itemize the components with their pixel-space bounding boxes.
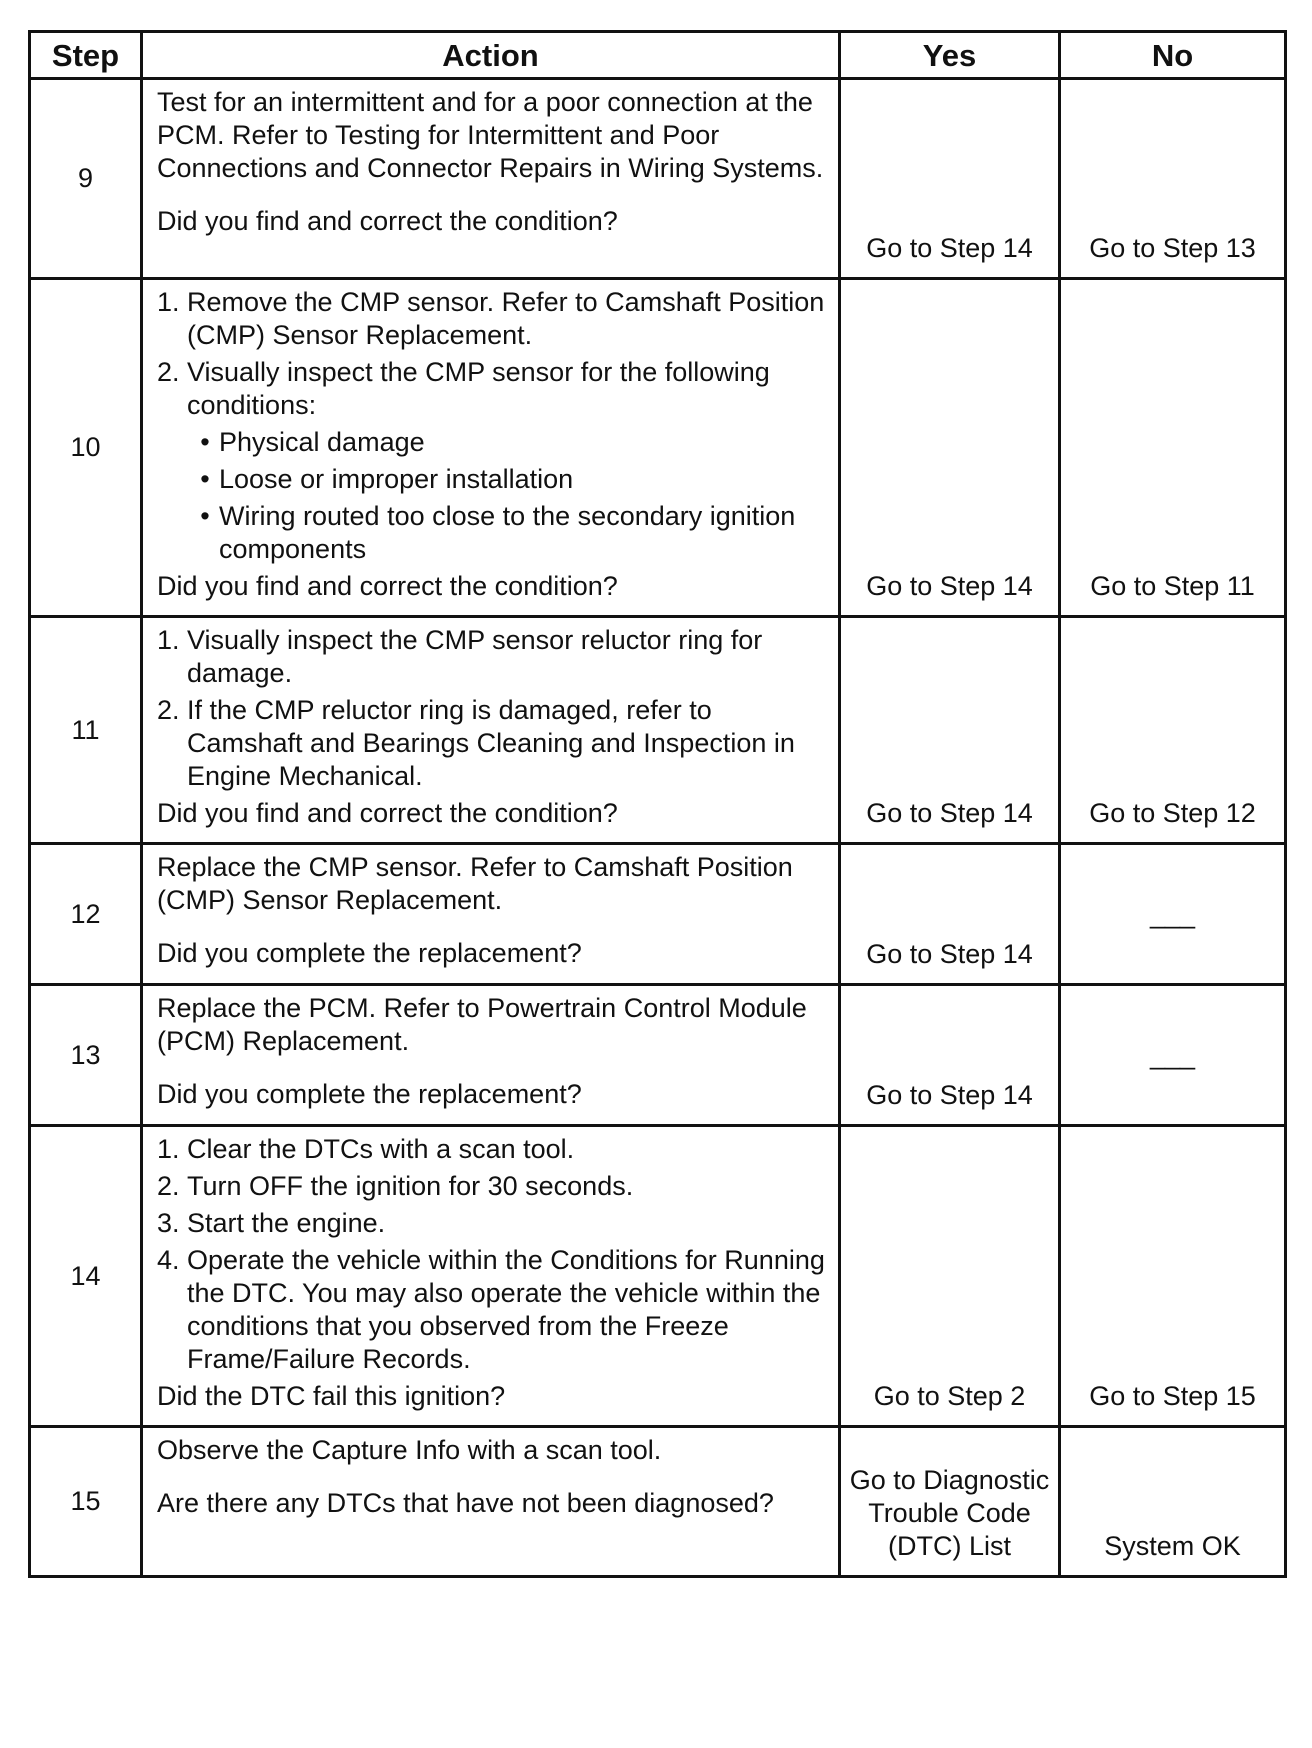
item-text: Turn OFF the ignition for 30 seconds. <box>187 1171 634 1201</box>
item-number: 1. <box>157 287 180 317</box>
action-question: Did you complete the replacement? <box>157 938 582 968</box>
no-cell: ___ <box>1060 985 1286 1126</box>
yes-cell: Go to Step 14 <box>840 617 1060 844</box>
table-row <box>30 985 1286 1126</box>
table-row <box>30 79 1286 279</box>
numbered-item <box>157 694 828 793</box>
action-cell <box>142 617 840 844</box>
header-yes: Yes <box>840 32 1060 79</box>
item-number: 2. <box>157 357 180 387</box>
action-text: Replace the PCM. Refer to Powertrain Control Module (PCM) Replacement. <box>157 993 807 1056</box>
step-number: 10 <box>30 279 142 617</box>
action-text: Replace the CMP sensor. Refer to Camshaft Position (CMP) Sensor Replacement. <box>157 852 793 915</box>
action-text: Test for an intermittent and for a poor connection at the PCM. Refer to Testing for Intermittent and Poor Connections and Connector Repairs in Wiring Systems. <box>157 87 824 183</box>
diagnostic-steps-table <box>28 30 1287 1578</box>
bullet-glyph: • <box>200 427 210 457</box>
table-body <box>30 79 1286 1577</box>
bullet-text: Physical damage <box>219 427 425 457</box>
action-question: Did the DTC fail this ignition? <box>157 1381 506 1411</box>
action-question: Are there any DTCs that have not been diagnosed? <box>157 1488 774 1518</box>
header-no: No <box>1060 32 1286 79</box>
numbered-item <box>157 1207 828 1240</box>
numbered-item <box>157 1133 828 1166</box>
action-cell <box>142 985 840 1126</box>
no-cell: Go to Step 15 <box>1060 1126 1286 1427</box>
no-cell: Go to Step 13 <box>1060 79 1286 279</box>
action-cell <box>142 79 840 279</box>
action-cell <box>142 279 840 617</box>
item-text: Clear the DTCs with a scan tool. <box>187 1134 575 1164</box>
item-number: 4. <box>157 1245 180 1275</box>
bullet-text: Loose or improper installation <box>219 464 574 494</box>
step-number: 11 <box>30 617 142 844</box>
table-row <box>30 844 1286 985</box>
bullet-item <box>157 426 828 459</box>
header-action: Action <box>142 32 840 79</box>
step-number: 9 <box>30 79 142 279</box>
step-number: 15 <box>30 1427 142 1577</box>
item-number: 2. <box>157 695 180 725</box>
item-text: Start the engine. <box>187 1208 386 1238</box>
yes-cell: Go to Step 2 <box>840 1126 1060 1427</box>
header-row <box>30 32 1286 79</box>
numbered-item <box>157 624 828 690</box>
item-number: 1. <box>157 1134 180 1164</box>
item-text: Operate the vehicle within the Conditions for Running the DTC. You may also operate the vehicle within the conditions that you observed from the Freeze Frame/Failure Records. <box>187 1245 825 1374</box>
yes-cell: Go to Step 14 <box>840 79 1060 279</box>
bullet-glyph: • <box>200 464 210 494</box>
bullet-item <box>157 500 828 566</box>
action-question: Did you find and correct the condition? <box>157 206 618 236</box>
item-number: 2. <box>157 1171 180 1201</box>
no-cell: Go to Step 12 <box>1060 617 1286 844</box>
numbered-item <box>157 1170 828 1203</box>
table-row <box>30 1427 1286 1577</box>
item-number: 3. <box>157 1208 180 1238</box>
procedure-page <box>28 30 1284 1578</box>
table-row <box>30 617 1286 844</box>
yes-cell: Go to Step 14 <box>840 279 1060 617</box>
yes-cell: Go to Step 14 <box>840 844 1060 985</box>
item-text: Remove the CMP sensor. Refer to Camshaft Position (CMP) Sensor Replacement. <box>187 287 825 350</box>
step-number: 12 <box>30 844 142 985</box>
table-row <box>30 1126 1286 1427</box>
step-number: 13 <box>30 985 142 1126</box>
action-question: Did you complete the replacement? <box>157 1079 582 1109</box>
bullet-text: Wiring routed too close to the secondary ignition components <box>219 501 796 564</box>
item-number: 1. <box>157 625 180 655</box>
action-question: Did you find and correct the condition? <box>157 571 618 601</box>
action-question: Did you find and correct the condition? <box>157 798 618 828</box>
action-cell <box>142 844 840 985</box>
numbered-item <box>157 356 828 422</box>
table-row <box>30 279 1286 617</box>
action-cell <box>142 1126 840 1427</box>
step-number: 14 <box>30 1126 142 1427</box>
no-cell: Go to Step 11 <box>1060 279 1286 617</box>
table-header <box>30 32 1286 79</box>
action-cell <box>142 1427 840 1577</box>
bullet-item <box>157 463 828 496</box>
item-text: Visually inspect the CMP sensor reluctor ring for damage. <box>187 625 763 688</box>
header-step: Step <box>30 32 142 79</box>
item-text: Visually inspect the CMP sensor for the following conditions: <box>187 357 770 420</box>
item-text: If the CMP reluctor ring is damaged, refer to Camshaft and Bearings Cleaning and Inspection in Engine Mechanical. <box>187 695 795 791</box>
no-cell: System OK <box>1060 1427 1286 1577</box>
action-text: Observe the Capture Info with a scan tool. <box>157 1435 662 1465</box>
yes-cell: Go to Step 14 <box>840 985 1060 1126</box>
numbered-item <box>157 1244 828 1376</box>
numbered-item <box>157 286 828 352</box>
yes-cell: Go to Diagnostic Trouble Code (DTC) List <box>840 1427 1060 1577</box>
no-cell: ___ <box>1060 844 1286 985</box>
bullet-glyph: • <box>200 501 210 531</box>
